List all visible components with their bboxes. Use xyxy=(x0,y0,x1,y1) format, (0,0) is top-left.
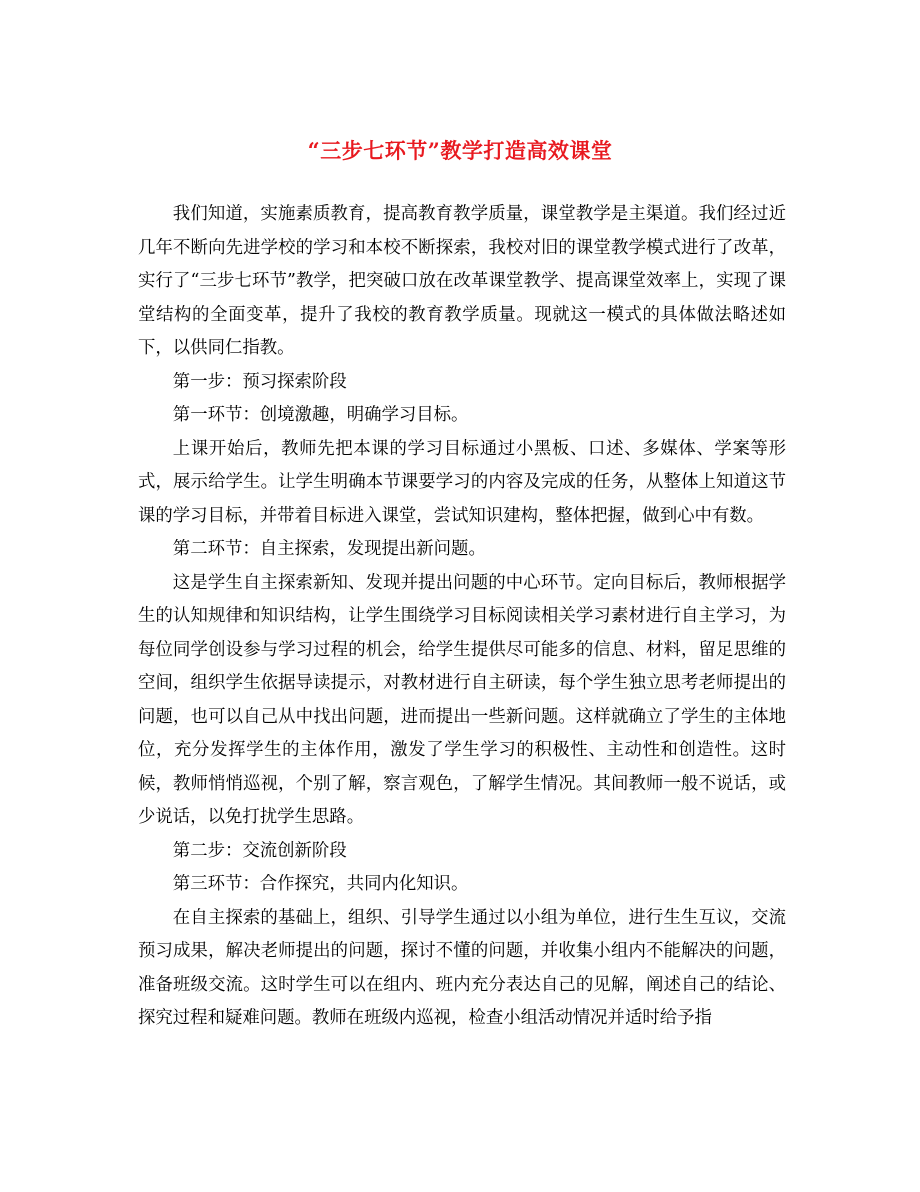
heading-step-1: 第一步：预习探索阶段 xyxy=(172,371,347,392)
page-title: “三步七环节”教学打造高效课堂 xyxy=(307,138,613,164)
heading-step-2: 第二步：交流创新阶段 xyxy=(172,840,347,861)
heading-stage-3: 第三环节：合作探究，共同内化知识。 xyxy=(172,874,469,894)
paragraph-intro: 我们知道，实施素质教育，提高教育教学质量，课堂教学是主渠道。我们经过近几年不断向先进学校的学习和本校不断探索，我校对旧的课堂教学模式进行了改革，实行了“三步七环节”教学，把突破口放在改革课堂教学、提高课堂效率上，实现了课堂结构的全面变革，提升了我校的教育教学质量。现就这一模式的具体做法略述如下，以供同仁指教。 xyxy=(138,204,786,358)
paragraph-stage-2: 这是学生自主探索新知、发现并提出问题的中心环节。定向目标后，教师根据学生的认知规律和知识结构，让学生围绕学习目标阅读相关学习素材进行自主学习，为每位同学创设参与学习过程的机会，给学生提供尽可能多的信息、材料，留足思维的空间，组织学生依据导读提示，对教材进行自主研读，每个学生独立思考老师提出的问题，也可以自己从中找出问题，进而提出一些新问题。这样就确立了学生的主体地位，充分发挥学生的主体作用，激发了学生学习的积极性、主动性和创造性。这时候，教师悄悄巡视，个别了解，察言观色，了解学生情况。其间教师一般不说话，或少说话，以免打扰学生思路。 xyxy=(138,572,786,827)
heading-stage-1: 第一环节：创境激趣，明确学习目标。 xyxy=(172,405,469,425)
document-body xyxy=(138,198,786,1036)
paragraph-stage-1: 上课开始后，教师先把本课的学习目标通过小黑板、口述、多媒体、学案等形式，展示给学生。让学生明确本节课要学习的内容及完成的任务，从整体上知道这节课的学习目标，并带着目标进入课堂，尝试知识建构，整体把握，做到心中有数。 xyxy=(138,438,786,526)
paragraph-stage-3: 在自主探索的基础上，组织、引导学生通过以小组为单位，进行生生互议，交流预习成果，解决老师提出的问题，探讨不懂的问题，并收集小组内不能解决的问题，准备班级交流。这时学生可以在组内、班内充分表达自己的见解，阐述自己的结论、探究过程和疑难问题。教师在班级内巡视，检查小组活动情况并适时给予指 xyxy=(138,907,786,1028)
heading-stage-2: 第二环节：自主探索，发现提出新问题。 xyxy=(172,539,486,559)
